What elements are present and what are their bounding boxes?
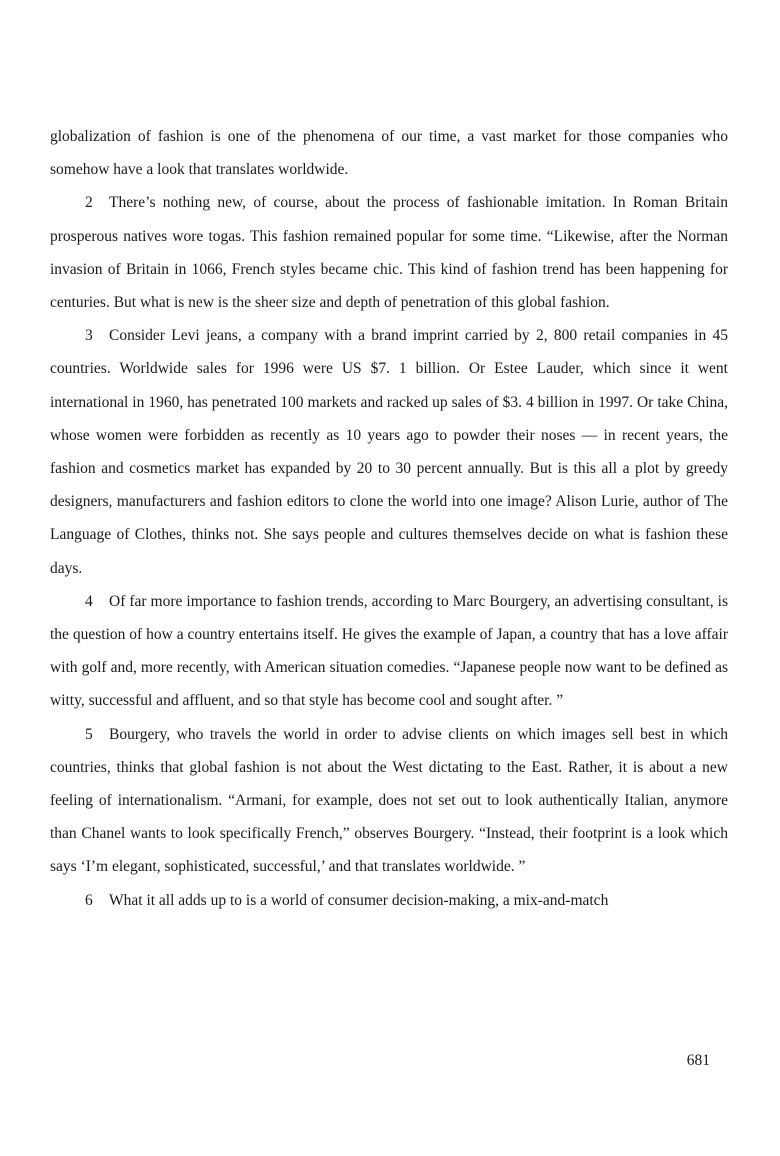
paragraph-number: 3 [85, 327, 93, 345]
paragraph-2 [50, 186, 728, 319]
paragraph-text: Of far more importance to fashion trends, according to Marc Bourgery, an advertising consultant, is the question of how a country entertains itself. He gives the example of Japan, a country that has a love affair with golf and, more recently, with American situation comedies. “Japanese people now want to be defined as witty, successful and affluent, and so that style has become cool and sought after. ” [50, 592, 728, 710]
paragraph-number: 6 [85, 891, 93, 909]
paragraph-3 [50, 319, 728, 585]
paragraph-text: Consider Levi jeans, a company with a brand imprint carried by 2, 800 retail companies in 45 countries. Worldwide sales for 1996 were US $7. 1 billion. Or Estee Lauder, which since it went international in 1960, has penetrated 100 markets and racked up sales of $3. 4 billion in 1997. Or take China, whose women were forbidden as recently as 10 years ago to powder their noses — in recent years, the fashion and cosmetics market has expanded by 20 to 30 percent annually. But is this all a plot by greedy designers, manufacturers and fashion editors to clone the world into one image? Alison Lurie, author of The Language of Clothes, thinks not. She says people and cultures themselves decide on what is fashion these days. [50, 327, 728, 577]
paragraph-text: globalization of fashion is one of the phenomena of our time, a vast market for those companies who somehow have a look that translates worldwide. [50, 128, 728, 179]
paragraph-4 [50, 585, 728, 718]
paragraph-number: 5 [85, 725, 93, 743]
paragraph-text: Bourgery, who travels the world in order to advise clients on which images sell best in which countries, thinks that global fashion is not about the West dictating to the East. Rather, it is about a new feeling of internationalism. “Armani, for example, does not set out to look authentically Italian, anymore than Chanel wants to look specifically French,” observes Bourgery. “Instead, their footprint is a look which says ‘I’m elegant, sophisticated, successful,’ and that translates worldwide. ” [50, 725, 728, 876]
paragraph-1 [50, 120, 728, 186]
paragraph-6 [50, 884, 728, 917]
paragraph-number: 4 [85, 592, 93, 610]
paragraph-text: What it all adds up to is a world of consumer decision-making, a mix-and-match [109, 891, 609, 909]
paragraph-5 [50, 718, 728, 884]
paragraph-text: There’s nothing new, of course, about the process of fashionable imitation. In Roman Britain prosperous natives wore togas. This fashion remained popular for some time. “Likewise, after the Norman invasion of Britain in 1066, French styles became chic. This kind of fashion trend has been happening for centuries. But what is new is the sheer size and depth of penetration of this global fashion. [50, 194, 728, 312]
page-body [50, 120, 728, 917]
page-number: 681 [686, 1052, 710, 1069]
paragraph-number: 2 [85, 194, 93, 212]
